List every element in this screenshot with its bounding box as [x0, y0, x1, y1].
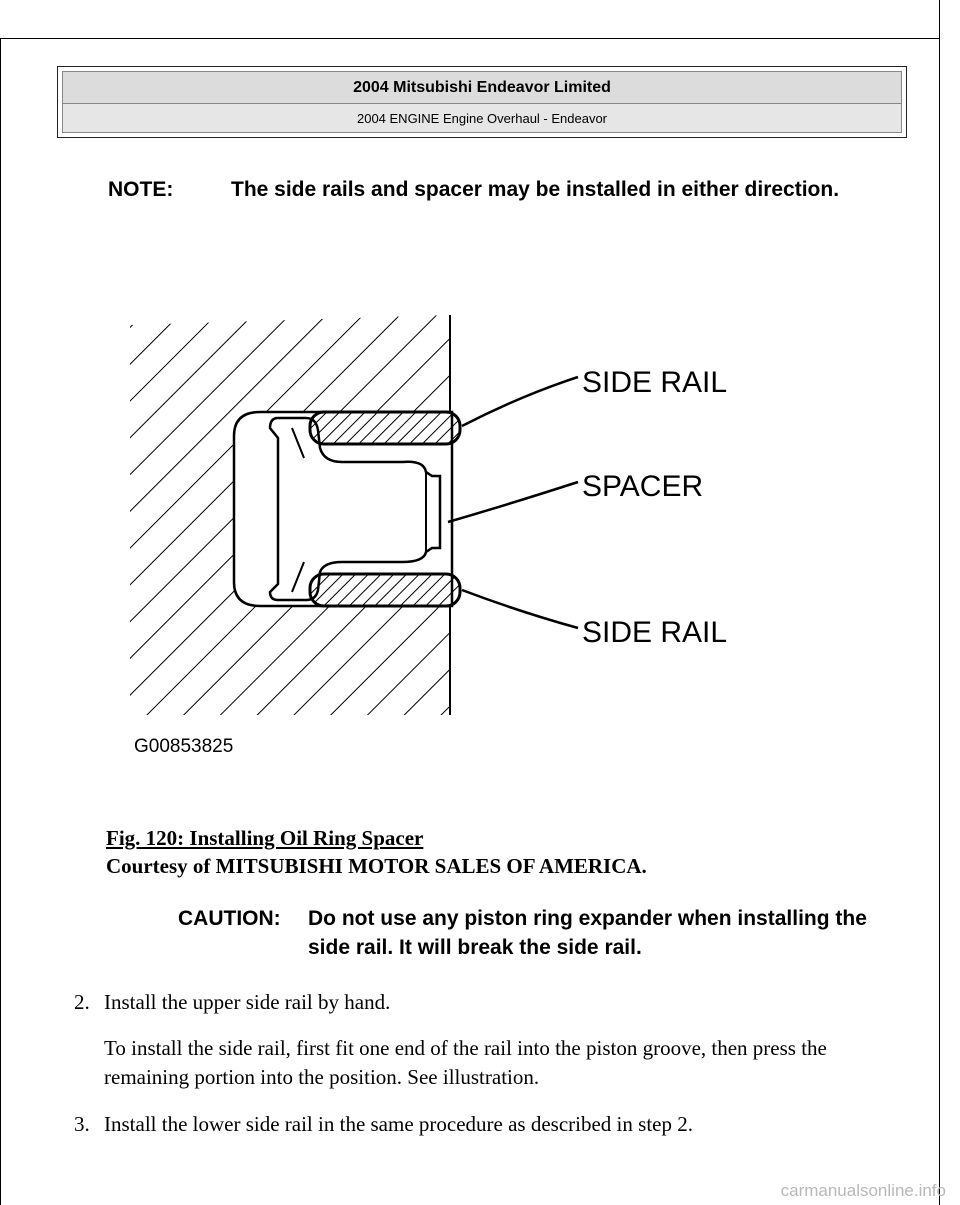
caption-title[interactable]: Fig. 120: Installing Oil Ring Spacer [106, 826, 424, 850]
caution-text: Do not use any piston ring expander when installing the side rail. It will break the side rail. [308, 907, 867, 959]
oil-ring-figure [120, 300, 760, 770]
leader-line-bottom [462, 590, 578, 628]
note-text: The side rails and spacer may be installed in either direction. [231, 178, 840, 201]
header-subtitle: 2004 ENGINE Engine Overhaul - Endeavor [63, 104, 901, 132]
watermark: carmanualsonline.info [780, 1181, 946, 1200]
caption-credit: Courtesy of MITSUBISHI MOTOR SALES OF AMERICA. [106, 854, 647, 878]
header-title: 2004 Mitsubishi Endeavor Limited [63, 72, 901, 104]
header-inner [62, 71, 902, 133]
page-border-left [0, 38, 1, 1205]
document-header [57, 66, 907, 138]
note-label: NOTE: [108, 178, 174, 201]
oil-ring-diagram [120, 300, 760, 770]
page-border-right [939, 0, 940, 1205]
caution-label: CAUTION: [178, 907, 281, 930]
step-2-detail: To install the side rail, first fit one end of the rail into the piston groove, then press the remaining portion into the position. See illustration. [104, 1036, 827, 1089]
step-3-number: 3. [74, 1112, 90, 1136]
figure-code: G00853825 [134, 736, 234, 757]
upper-side-rail [310, 412, 460, 444]
step-3-text: Install the lower side rail in the same procedure as described in step 2. [104, 1112, 693, 1136]
step-2-text: Install the upper side rail by hand. [104, 990, 391, 1014]
leader-line-middle [448, 482, 578, 522]
figure-caption [106, 824, 647, 880]
page-border-top [0, 38, 940, 39]
leader-line-top [462, 377, 578, 426]
label-side-rail-bottom: SIDE RAIL [582, 616, 728, 649]
label-side-rail-top: SIDE RAIL [582, 366, 728, 399]
lower-side-rail [310, 574, 460, 606]
label-spacer: SPACER [582, 470, 704, 503]
step-2-number: 2. [74, 990, 90, 1014]
